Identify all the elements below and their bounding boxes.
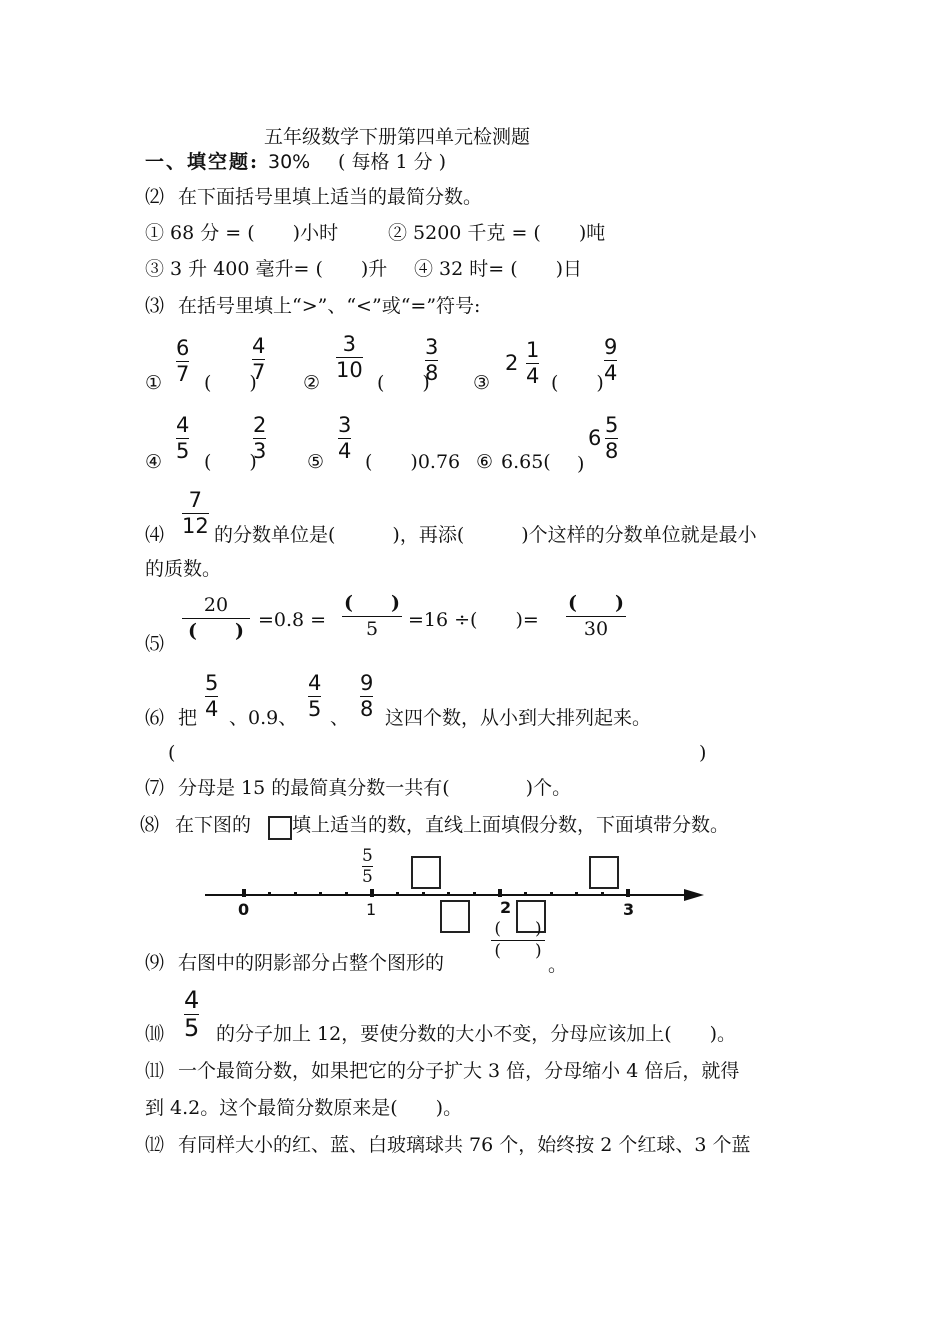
q3-blank: ( ) [551,372,604,394]
q3-mark-4: ④ [145,451,163,473]
q10-fraction: 4 5 [184,986,200,1042]
q2-item-a: ① 68 分 = ( )小时 [145,222,339,244]
minor-tick [447,892,450,896]
arrow-icon [684,887,704,903]
minor-tick [319,892,322,896]
q3-text: 在括号里填上“>”、“<”或“=”符号: [178,295,481,317]
q3-whole: 2 [505,351,519,375]
q2-item-b: ② 5200 千克 = ( )吨 [388,222,606,244]
q3-mark-5: ⑤ [307,451,325,473]
minor-tick [396,892,399,896]
q12-number: ⑿ [145,1134,165,1156]
q3-fraction: 3 10 [336,332,363,382]
section-score: 30% [268,151,311,173]
major-tick [242,889,246,897]
major-tick [370,889,374,897]
answer-box-above[interactable] [411,856,441,889]
q10-text: 的分子加上 12，要使分数的大小不变，分母应该加上( )。 [216,1023,737,1045]
section-note: ( 每格 1 分 ) [338,151,447,173]
minor-tick [345,892,348,896]
q3-compare-left: 6.65( [501,451,551,473]
q3-fraction: 4 5 [176,413,190,463]
q7-text: 分母是 15 的最简真分数一共有( )个。 [178,777,572,799]
q3-blank: ( ) [204,451,257,473]
minor-tick [524,892,527,896]
q4-fraction: 7 12 [182,488,209,538]
q6-fraction: 4 5 [308,671,322,721]
q3-mark-2: ② [303,372,321,394]
q3-mark-3: ③ [473,372,491,394]
q6-answer-close: ) [699,742,707,764]
q3-mark-1: ① [145,372,163,394]
q8-text-start: 在下图的 [175,814,252,836]
q3-fraction: 9 4 [604,335,618,385]
q6-separator: 、 [330,707,350,729]
q3-fraction: 4 7 [252,334,266,384]
q3-fraction: 5 8 [605,413,619,463]
q4-number: ⑷ [145,524,165,546]
q3-blank: ( ) [377,372,430,394]
tick-label: 3 [623,900,635,919]
q4-text-line1: 的分数单位是( )，再添( )个这样的分数单位就是最小 [214,524,757,546]
minor-tick [601,892,604,896]
q8-inline-box [268,816,292,840]
minor-tick [294,892,297,896]
q6-number: ⑹ [145,707,165,729]
q3-compare-right: ) [577,453,585,475]
q6-answer-open: ( [168,742,176,764]
answer-box-above[interactable] [589,856,619,889]
q3-blank: ( )0.76 [365,451,461,473]
minor-tick [422,892,425,896]
q6-fraction: 9 8 [360,671,374,721]
tick-label: 1 [366,900,377,919]
major-tick [498,889,502,897]
q3-number: ⑶ [145,295,165,317]
q9-end: 。 [548,954,568,976]
q2-item-d: ④ 32 时= ( )日 [414,258,583,280]
q8-fraction: 5 5 [362,846,373,887]
q5-fraction: ( ) 5 [342,592,402,641]
q5-fraction: 20 ( ) [182,594,250,643]
q7-number: ⑺ [145,777,165,799]
tick-label: 0 [238,900,250,919]
q11-number: ⑾ [145,1060,165,1082]
q2-text: 在下面括号里填上适当的最简分数。 [178,186,483,208]
q3-fraction: 3 4 [338,413,352,463]
q2-number: ⑵ [145,186,165,208]
q3-whole: 6 [588,426,602,450]
q3-fraction: 2 3 [253,413,267,463]
major-tick [626,889,630,897]
q3-fraction: 6 7 [176,336,190,386]
q5-equation-part: =0.8 = [258,609,327,631]
q9-number: ⑼ [145,952,165,974]
q5-number: ⑸ [145,633,165,655]
q10-number: ⑽ [145,1023,165,1045]
q11-text-line2: 到 4.2。这个最简分数原来是( )。 [145,1097,463,1119]
section-heading: 一、填空题: [145,151,260,173]
q6-separator: 、0.9、 [229,707,298,729]
minor-tick [575,892,578,896]
q8-number: ⑻ [140,814,160,836]
q3-fraction: 1 4 [526,338,540,388]
q6-fraction: 5 4 [205,671,219,721]
q5-equation-part: =16 ÷( )= [408,609,539,631]
q11-text-line1: 一个最简分数，如果把它的分子扩大 3 倍，分母缩小 4 倍后，就得 [178,1060,740,1082]
q6-text-start: 把 [178,707,198,729]
minor-tick [268,892,271,896]
q3-blank: ( ) [204,372,257,394]
q9-text: 右图中的阴影部分占整个图形的 [178,952,445,974]
q3-fraction: 3 8 [425,335,439,385]
tick-label: 2 [500,898,512,917]
q8-text: 填上适当的数，直线上面填假分数，下面填带分数。 [292,814,730,836]
q12-text: 有同样大小的红、蓝、白玻璃球共 76 个，始终按 2 个红球、3 个蓝 [178,1134,751,1156]
page-title: 五年级数学下册第四单元检测题 [264,126,531,148]
minor-tick [550,892,553,896]
q2-item-c: ③ 3 升 400 毫升= ( )升 [145,258,388,280]
q3-mark-6: ⑥ [476,451,494,473]
minor-tick [473,892,476,896]
answer-box-below[interactable] [440,900,470,933]
q5-fraction: ( ) 30 [566,592,626,641]
q9-fraction: ( ) ( ) [491,920,545,961]
q4-text-line2: 的质数。 [145,558,222,580]
q6-text: 这四个数，从小到大排列起来。 [385,707,652,729]
